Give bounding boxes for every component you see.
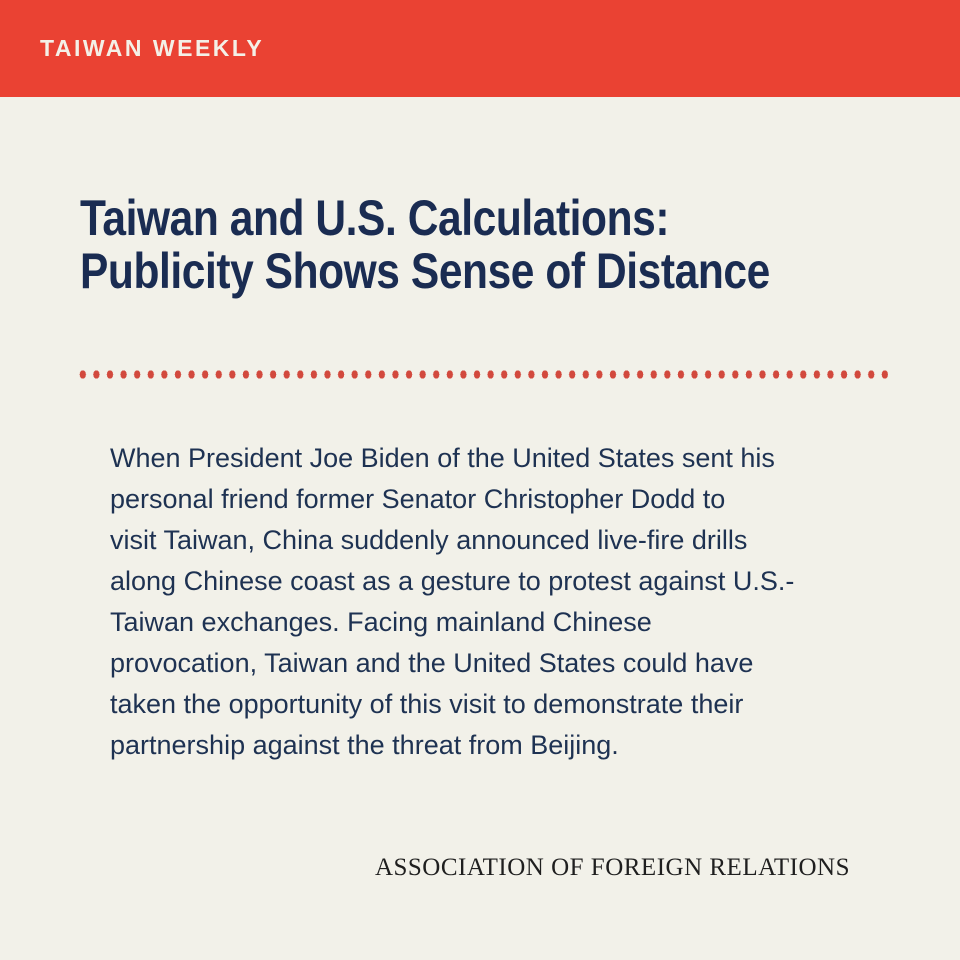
article-title <box>80 192 892 298</box>
body-line: visit Taiwan, China suddenly announced live-fire drills <box>110 525 748 555</box>
body-line: partnership against the threat from Beijing. <box>110 730 619 760</box>
masthead-bar <box>0 0 960 97</box>
body-line: When President Joe Biden of the United States sent his <box>110 443 775 473</box>
body-line: along Chinese coast as a gesture to protest against U.S.- <box>110 566 795 596</box>
footer-organization: ASSOCIATION OF FOREIGN RELATIONS <box>374 854 850 881</box>
title-line-1: Taiwan and U.S. Calculations: <box>80 190 670 246</box>
dotted-divider <box>76 370 888 379</box>
body-line: personal friend former Senator Christopher Dodd to <box>110 484 726 514</box>
title-line-2: Publicity Shows Sense of Distance <box>80 243 770 299</box>
body-line: Taiwan exchanges. Facing mainland Chinese <box>110 607 652 637</box>
body-line: taken the opportunity of this visit to demonstrate their <box>110 689 744 719</box>
brand-title: TAIWAN WEEKLY <box>40 35 265 61</box>
article-body <box>110 438 794 766</box>
body-line: provocation, Taiwan and the United States could have <box>110 648 754 678</box>
